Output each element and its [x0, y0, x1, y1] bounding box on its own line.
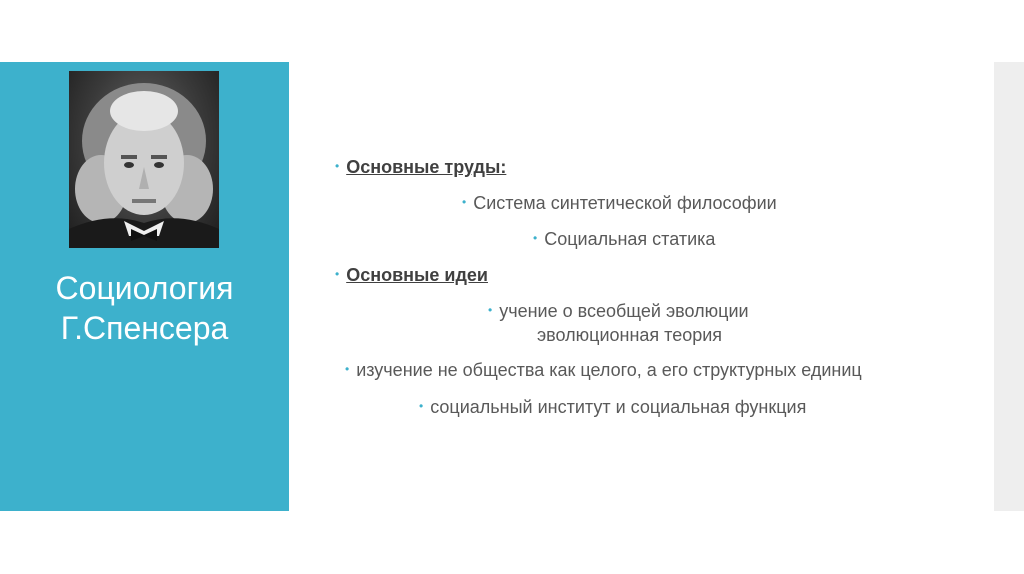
work-2-text: Социальная статика [544, 229, 716, 249]
bullet-icon: • [533, 231, 538, 245]
slide-title [0, 268, 289, 348]
bullet-icon: • [488, 303, 493, 317]
bullet-main-works [335, 155, 506, 181]
idea-1-text: учение о всеобщей эволюции [499, 301, 749, 321]
bullet-icon: • [419, 399, 424, 413]
portrait-photo [69, 71, 219, 248]
bullet-icon: • [462, 195, 467, 209]
bullet-icon: • [345, 362, 350, 376]
title-line-2: Г.Спенсера [60, 310, 229, 346]
bullet-work-1 [462, 191, 777, 217]
idea-1-continuation: эволюционная теория [537, 325, 723, 345]
idea-3-text: социальный институт и социальная функция [430, 397, 807, 417]
side-strip [994, 62, 1024, 511]
bullet-idea-2 [345, 358, 862, 384]
bullet-idea-1 [488, 299, 749, 325]
title-line-1: Социология [55, 270, 234, 306]
bullet-icon: • [335, 267, 340, 281]
idea-2-text: изучение не общества как целого, а его структурных единиц [356, 360, 862, 380]
work-1-text: Система синтетической философии [473, 193, 777, 213]
heading-main-works: Основные труды: [346, 157, 507, 177]
bullet-icon: • [335, 159, 340, 173]
bullet-main-ideas [335, 263, 488, 289]
bullet-idea-3 [419, 395, 806, 421]
bullet-work-2 [533, 227, 715, 253]
heading-main-ideas: Основные идеи [346, 265, 488, 285]
